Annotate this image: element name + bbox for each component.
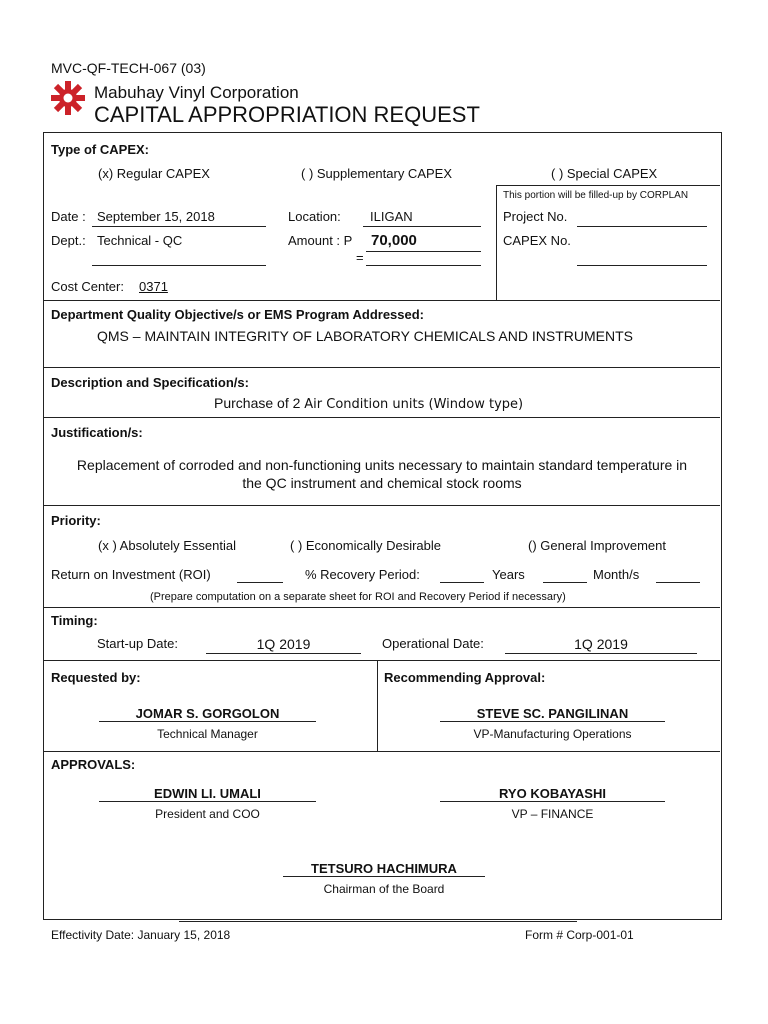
divider xyxy=(44,300,720,301)
divider xyxy=(44,505,720,506)
startup-date-underline xyxy=(206,653,361,654)
recovery-period-label: % Recovery Period: xyxy=(305,567,420,582)
requested-by-label: Requested by: xyxy=(51,670,141,685)
recommending-approval-label: Recommending Approval: xyxy=(384,670,546,685)
form-code: MVC-QF-TECH-067 (03) xyxy=(51,60,206,76)
approver-1-signature-line xyxy=(99,801,316,802)
recovery-months-field[interactable] xyxy=(543,582,587,583)
recommender-name: STEVE SC. PANGILINAN xyxy=(476,706,629,721)
divider xyxy=(496,185,497,300)
approver-3-signature-line xyxy=(283,876,485,877)
date-underline xyxy=(92,226,266,227)
dept-underline xyxy=(92,265,266,266)
description-value[interactable]: Purchase of 2 Air Condition units (Window type) xyxy=(214,395,524,412)
recommender-title: VP-Manufacturing Operations xyxy=(473,727,632,741)
date-label: Date : xyxy=(51,209,86,224)
months-extra-field[interactable] xyxy=(656,582,700,583)
recommender-signature-line xyxy=(440,721,665,722)
cost-center-label: Cost Center: xyxy=(51,279,124,294)
location-value[interactable]: ILIGAN xyxy=(370,209,413,224)
justification-line-1: Replacement of corroded and non-functioning units necessary to maintain standard temperature in xyxy=(76,457,688,473)
divider xyxy=(377,660,378,751)
project-no-label: Project No. xyxy=(503,209,568,224)
priority-label: Priority: xyxy=(51,513,101,528)
dept-label: Dept.: xyxy=(51,233,86,248)
requester-name: JOMAR S. GORGOLON xyxy=(135,706,280,721)
location-underline xyxy=(363,226,481,227)
quality-objective-label: Department Quality Objective/s or EMS Program Addressed: xyxy=(51,307,425,322)
roi-label: Return on Investment (ROI) xyxy=(51,567,211,582)
approver-3-name: TETSURO HACHIMURA xyxy=(311,861,457,876)
months-label: Month/s xyxy=(593,567,640,582)
timing-label: Timing: xyxy=(51,613,98,628)
years-label: Years xyxy=(492,567,525,582)
startup-date-label: Start-up Date: xyxy=(97,636,178,651)
operational-date-underline xyxy=(505,653,697,654)
dept-value[interactable]: Technical - QC xyxy=(97,233,183,248)
requester-title: Technical Manager xyxy=(157,727,258,741)
divider xyxy=(44,660,720,661)
priority-desirable-option[interactable]: ( ) Economically Desirable xyxy=(290,538,441,553)
roi-field[interactable] xyxy=(237,582,283,583)
company-logo-icon xyxy=(50,80,86,116)
approver-2-title: VP – FINANCE xyxy=(511,807,594,821)
quality-objective-value[interactable]: QMS – MAINTAIN INTEGRITY OF LABORATORY CHEMICALS AND INSTRUMENTS xyxy=(97,328,633,344)
description-label: Description and Specification/s: xyxy=(51,375,249,390)
capex-no-field[interactable] xyxy=(577,265,707,266)
justification-label: Justification/s: xyxy=(51,425,143,440)
bottom-line xyxy=(179,921,577,922)
corplan-note: This portion will be filled-up by CORPLAN xyxy=(503,190,689,201)
effectivity-date: Effectivity Date: January 15, 2018 xyxy=(51,928,231,942)
company-name: Mabuhay Vinyl Corporation xyxy=(94,83,299,102)
requester-signature-line xyxy=(99,721,316,722)
form-title: CAPITAL APPROPRIATION REQUEST xyxy=(94,102,480,127)
approver-1-name: EDWIN LI. UMALI xyxy=(154,786,261,801)
recovery-years-field[interactable] xyxy=(440,582,484,583)
roi-note: (Prepare computation on a separate sheet for ROI and Recovery Period if necessary) xyxy=(150,591,566,603)
capex-special-option[interactable]: ( ) Special CAPEX xyxy=(551,166,658,181)
approvals-label: APPROVALS: xyxy=(51,757,136,772)
divider xyxy=(496,185,720,186)
type-capex-label: Type of CAPEX: xyxy=(51,142,149,157)
amount-underline xyxy=(366,251,481,252)
approver-2-name: RYO KOBAYASHI xyxy=(499,786,606,801)
approver-2-signature-line xyxy=(440,801,665,802)
approver-3-title: Chairman of the Board xyxy=(323,882,445,896)
form-number: Form # Corp-001-01 xyxy=(525,928,634,942)
justification-line-2: the QC instrument and chemical stock rooms xyxy=(242,475,522,491)
amount-value[interactable]: 70,000 xyxy=(371,232,417,249)
amount-underline xyxy=(366,265,481,266)
amount-equals: = xyxy=(356,250,364,265)
location-label: Location: xyxy=(288,209,341,224)
divider xyxy=(44,607,720,608)
priority-improvement-option[interactable]: () General Improvement xyxy=(528,538,666,553)
divider xyxy=(44,367,720,368)
approver-1-title: President and COO xyxy=(155,807,260,821)
capex-regular-option[interactable]: (x) Regular CAPEX xyxy=(98,166,210,181)
divider xyxy=(44,751,720,752)
project-no-field[interactable] xyxy=(577,226,707,227)
date-value[interactable]: September 15, 2018 xyxy=(97,209,215,224)
cost-center-value[interactable]: 0371 xyxy=(139,279,168,294)
priority-essential-option[interactable]: (x ) Absolutely Essential xyxy=(98,538,237,553)
amount-label: Amount : P xyxy=(288,233,353,248)
capex-supplementary-option[interactable]: ( ) Supplementary CAPEX xyxy=(301,166,453,181)
startup-date-value[interactable]: 1Q 2019 xyxy=(256,636,311,652)
operational-date-label: Operational Date: xyxy=(382,636,484,651)
operational-date-value[interactable]: 1Q 2019 xyxy=(574,636,628,652)
capex-no-label: CAPEX No. xyxy=(503,233,571,248)
divider xyxy=(44,417,720,418)
